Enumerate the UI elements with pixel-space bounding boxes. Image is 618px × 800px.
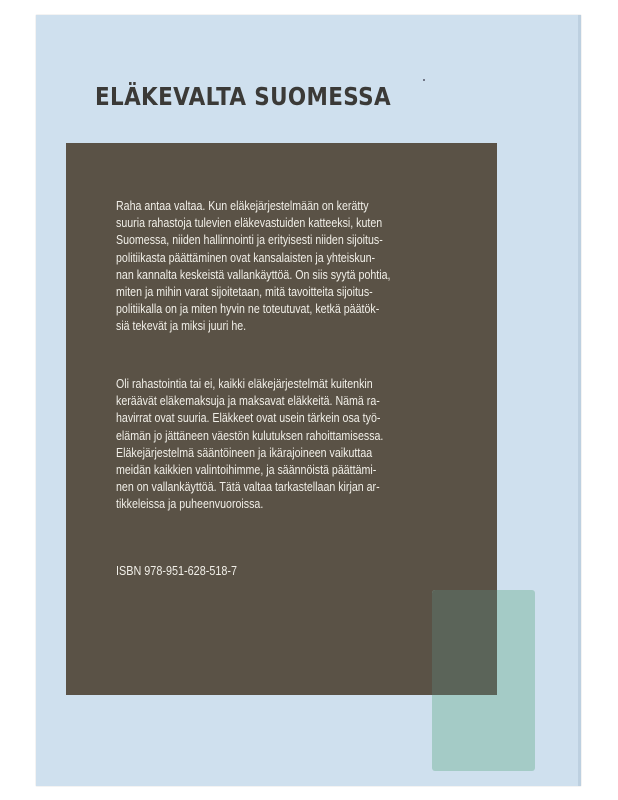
blurb-line: Eläkejärjestelmä sääntöineen ja ikärajoineen vaikuttaa — [116, 445, 373, 460]
book-title: ELÄKEVALTA SUOMESSA — [95, 82, 391, 111]
blurb-line: keräävät eläkemaksuja ja maksavat eläkkeitä. Nämä ra- — [116, 394, 380, 409]
blurb-line: Raha antaa valtaa. Kun eläkejärjestelmään on kerätty — [116, 199, 369, 213]
blurb-line: havirrat ovat suuria. Eläkkeet ovat usein tärkein osa työ- — [116, 411, 381, 426]
blurb-paragraph-1 — [116, 198, 390, 336]
blurb-paragraph-2 — [116, 376, 383, 514]
blurb-line: meidän kaikkien valintoihimme, ja säännöistä päättämi- — [116, 463, 377, 478]
blurb-line: siä tekevät ja miksi juuri he. — [116, 319, 247, 334]
blurb-line: miten ja mihin varat sijoitetaan, mitä tavoitteita sijoitus- — [116, 285, 373, 300]
blurb-line: politiikasta päättäminen ovat kansalaisten ja yhteiskun- — [116, 250, 376, 265]
blurb-line: nen on vallankäyttöä. Tätä valtaa tarkastellaan kirjan ar- — [116, 480, 380, 495]
blurb-line: suuria rahastoja tulevien eläkevastuiden katteeksi, kuten — [116, 216, 383, 231]
blurb-line: tikkeleissa ja puheenvuoroissa. — [116, 497, 264, 512]
cover-edge — [578, 15, 581, 786]
blurb-line: politiikalla on ja miten hyvin ne toteutuvat, ketkä päätök- — [116, 302, 380, 317]
blurb-line: elämän jo jättäneen väestön kulutuksen rahoittamisessa. — [116, 428, 384, 443]
isbn: ISBN 978-951-628-518-7 — [116, 564, 238, 578]
print-speck — [423, 79, 425, 81]
blurb-line: nan kannalta keskeistä vallankäyttöä. On siis syytä pohtia, — [116, 267, 391, 282]
blurb-line: Oli rahastointia tai ei, kaikki eläkejärjestelmät kuitenkin — [116, 377, 373, 391]
blurb-line: Suomessa, niiden hallinnointi ja erityisesti niiden sijoitus- — [116, 233, 383, 248]
accent-overlap — [432, 590, 497, 695]
